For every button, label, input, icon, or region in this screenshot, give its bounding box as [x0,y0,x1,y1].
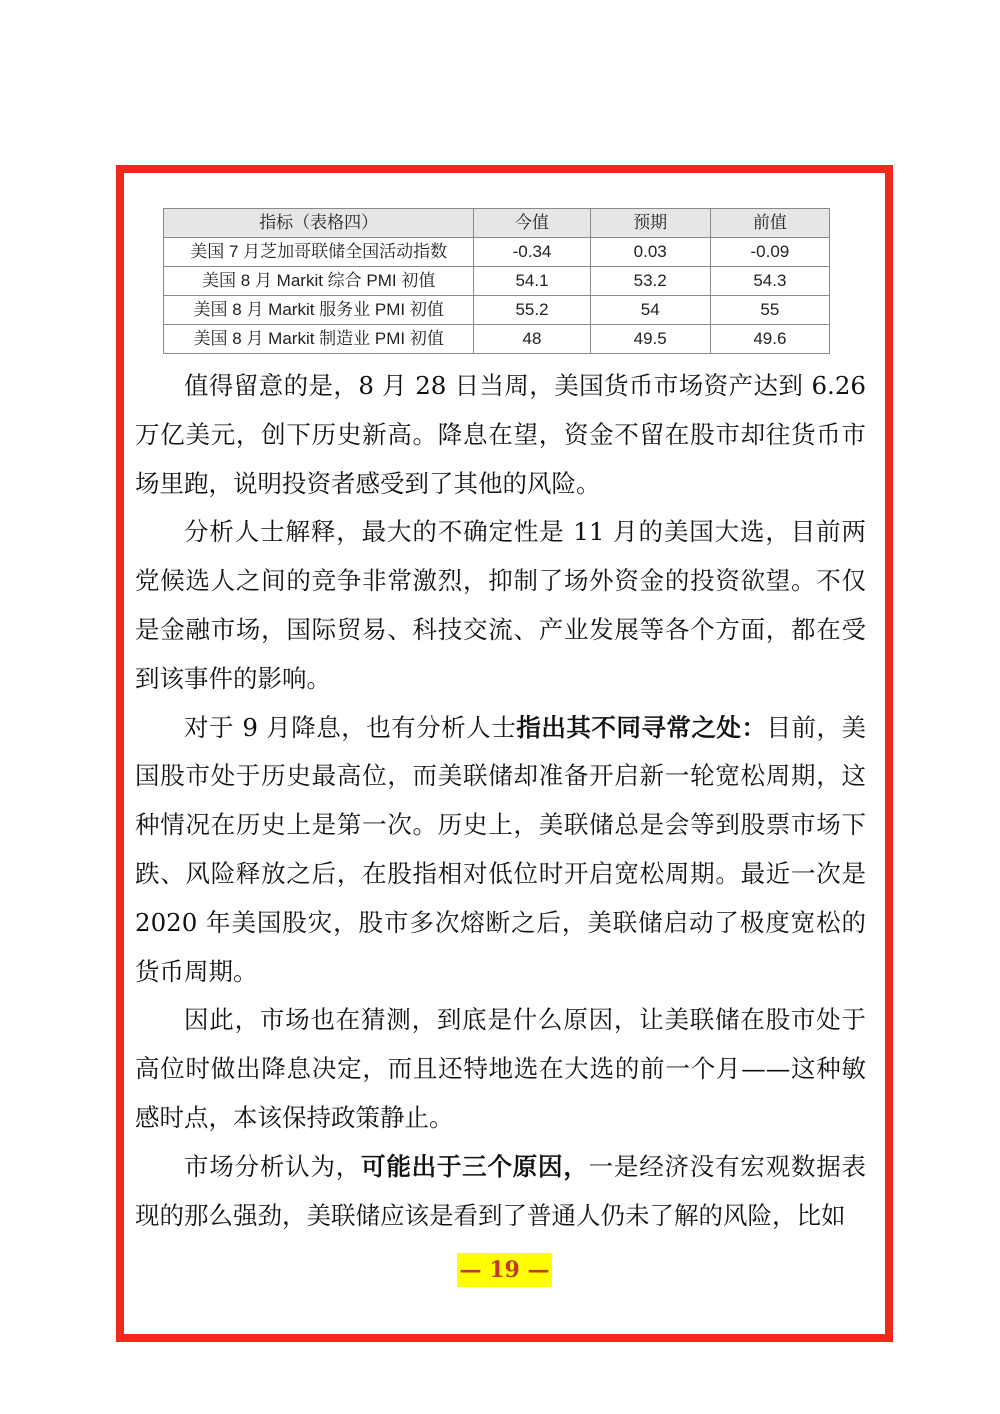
paragraph-5 [135,1143,866,1241]
paragraph-5-emphasis: 可能出于三个原因， [361,1151,589,1181]
table-cell: 54.1 [474,267,590,296]
table-row [164,238,830,267]
table-row [164,296,830,325]
table-cell: 49.6 [710,325,829,354]
paragraph-5-lead: 市场分析认为， [184,1151,362,1181]
table-cell: 54 [590,296,710,325]
table-cell: -0.09 [710,238,829,267]
table-cell: 美国 8 月 Markit 服务业 PMI 初值 [164,296,474,325]
paragraph-5-rest: 一是经济没有宏观数据表现的那么强劲，美联储应该是看到了普通人仍未了解的风险，比如 [135,1151,867,1230]
paragraph-2: 分析人士解释，最大的不确定性是 11 月的美国大选，目前两党候选人之间的竞争非常激烈，抑制了场外资金的投资欲望。不仅是金融市场，国际贸易、科技交流、产业发展等各个方面，都在受到该事件的影响。 [135,517,866,693]
table-cell: 53.2 [590,267,710,296]
table-cell: 美国 7 月芝加哥联储全国活动指数 [164,238,474,267]
paragraph-3-emphasis: 指出其不同寻常之处： [516,712,767,742]
table-row [164,267,830,296]
column-header: 预期 [590,209,710,238]
page-number: — 19 — [457,1253,552,1287]
table-cell: 49.5 [590,325,710,354]
indicator-table [163,208,830,354]
paragraph-3-rest: 目前，美国股市处于历史最高位，而美联储却准备开启新一轮宽松周期，这种情况在历史上是第一次。历史上，美联储总是会等到股票市场下跌、风险释放之后，在股指相对低位时开启宽松周期。最近一次是 2020 年美国股灾，股市多次熔断之后，美联储启动了极度宽松的货币周期。 [135,712,867,986]
table-cell: 55 [710,296,829,325]
paragraph-4: 因此，市场也在猜测，到底是什么原因，让美联储在股市处于高位时做出降息决定，而且还特地选在大选的前一个月——这种敏感时点，本该保持政策静止。 [135,1005,866,1132]
table-cell: 0.03 [590,238,710,267]
table-cell: 美国 8 月 Markit 综合 PMI 初值 [164,267,474,296]
article-body [135,362,866,1240]
table-cell: 55.2 [474,296,590,325]
paragraph-3 [135,704,866,997]
paragraph-1: 值得留意的是，8 月 28 日当周，美国货币市场资产达到 6.26 万亿美元，创下历史新高。降息在望，资金不留在股市却往货币市场里跑，说明投资者感受到了其他的风险。 [135,371,866,498]
paragraph-3-lead: 对于 9 月降息，也有分析人士 [184,712,517,742]
column-header: 前值 [710,209,829,238]
column-header: 今值 [474,209,590,238]
table-row [164,325,830,354]
table-cell: -0.34 [474,238,590,267]
table-cell: 48 [474,325,590,354]
table-header-row [164,209,830,238]
table-cell: 美国 8 月 Markit 制造业 PMI 初值 [164,325,474,354]
column-header: 指标（表格四） [164,209,474,238]
table-cell: 54.3 [710,267,829,296]
